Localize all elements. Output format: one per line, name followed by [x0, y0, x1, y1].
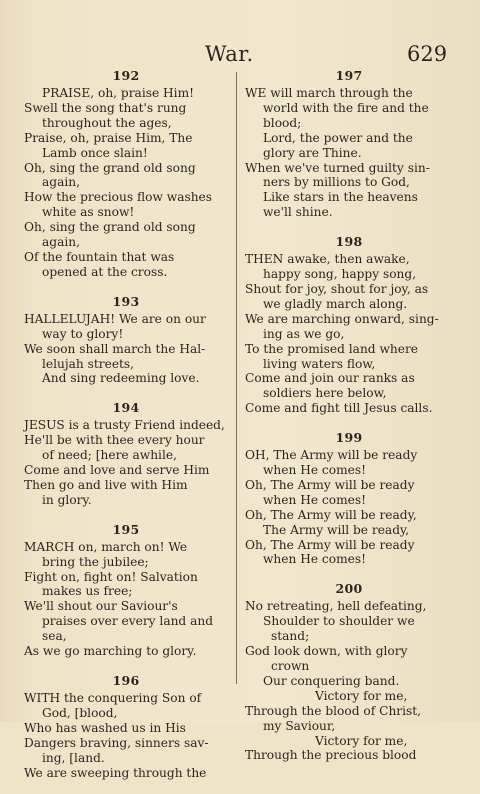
hymn-line: blood;: [263, 115, 302, 130]
hymn-line: in glory.: [42, 492, 92, 507]
hymn-198: [245, 234, 453, 416]
hymn-line: world with the fire and the: [263, 100, 429, 115]
hymn-line: Oh, sing the grand old song: [24, 220, 196, 235]
hymn-number: 197: [335, 68, 363, 83]
hymn-line: Oh, The Army will be ready: [245, 477, 415, 492]
hymn-line: soldiers here below,: [263, 386, 387, 401]
hymn-line: JESUS is a trusty Friend indeed,: [24, 418, 225, 433]
hymn-line: living waters flow,: [263, 356, 376, 371]
hymn-line: Oh, sing the grand old song: [24, 160, 196, 175]
hymn-line: When we've turned guilty sin-: [245, 160, 430, 175]
hymn-line: Then go and live with Him: [24, 477, 188, 492]
hymn-line: Come and join our ranks as: [245, 371, 415, 386]
hymn-line: MARCH on, march on! We: [24, 539, 188, 554]
hymn-line: praises over every land and: [42, 614, 214, 629]
hymn-line: my Saviour,: [263, 718, 336, 733]
hymn-line: Shout for joy, shout for joy, as: [245, 281, 429, 296]
hymn-line: Dangers braving, sinners sav-: [24, 735, 209, 750]
hymn-line: stand;: [271, 629, 310, 644]
hymn-line: Victory for me,: [315, 688, 408, 703]
hymn-line: We soon shall march the Hal-: [24, 341, 206, 356]
hymn-line: opened at the cross.: [42, 264, 168, 279]
hymn-line: HALLELUJAH! We are on our: [24, 311, 206, 326]
hymn-line: lelujah streets,: [42, 356, 135, 371]
hymn-line: As we go marching to glory.: [24, 644, 197, 659]
hymn-line: WITH the conquering Son of: [24, 691, 202, 705]
hymn-line: He'll be with thee every hour: [24, 433, 205, 448]
hymn-line: Oh, The Army will be ready: [245, 537, 415, 552]
hymn-line: glory are Thine.: [263, 145, 362, 160]
hymn-number: 199: [335, 430, 363, 446]
hymn-line: Of the fountain that was: [24, 249, 175, 264]
hymn-line: Swell the song that's rung: [24, 100, 187, 115]
right-column: [245, 68, 453, 777]
hymn-line: We'll shout our Saviour's: [24, 599, 178, 614]
column-divider: [236, 72, 237, 684]
page-number: 629: [407, 42, 448, 66]
hymn-line: How the precious flow washes: [24, 190, 213, 205]
hymn-line: Lamb once slain!: [42, 145, 148, 160]
hymn-line: when He comes!: [263, 552, 367, 567]
hymn-number: 195: [112, 521, 140, 537]
hymn-line: way to glory!: [42, 326, 124, 341]
hymn-line: No retreating, hell defeating,: [245, 599, 427, 614]
hymn-line: To the promised land where: [245, 341, 419, 356]
hymn-number: 196: [112, 673, 140, 688]
hymn-line: when He comes!: [263, 463, 367, 478]
hymn-line: Like stars in the heavens: [263, 190, 418, 205]
hymn-line: OH, The Army will be ready: [245, 448, 418, 463]
hymn-line: Who has washed us in His: [24, 720, 186, 735]
page-title: War.: [205, 42, 254, 66]
hymn-line: THEN awake, then awake,: [245, 252, 410, 267]
hymn-line: WE will march through the: [245, 86, 413, 100]
hymn-199: [245, 430, 453, 567]
hymn-line: Through the precious blood: [245, 748, 417, 763]
hymn-line: bring the jubilee;: [42, 554, 149, 569]
hymn-line: of need; [here awhile,: [42, 448, 177, 463]
hymn-192: [24, 68, 228, 280]
hymn-line: makes us free;: [42, 584, 133, 599]
hymn-line: Our conquering band.: [263, 673, 400, 688]
hymn-line: happy song, happy song,: [263, 267, 417, 282]
hymn-line: when He comes!: [263, 492, 367, 507]
hymn-line: We are marching onward, sing-: [245, 311, 439, 326]
hymn-197: [245, 68, 453, 220]
hymn-195: [24, 522, 228, 659]
left-column: [24, 68, 228, 794]
hymn-line: We are sweeping through the: [24, 765, 207, 780]
hymn-line: Oh, The Army will be ready,: [245, 507, 417, 522]
hymn-line: Come and love and serve Him: [24, 463, 210, 478]
hymn-line: we'll shine.: [263, 205, 333, 220]
hymn-number: 193: [112, 293, 140, 309]
hymn-line: again,: [42, 235, 80, 250]
hymn-line: Praise, oh, praise Him, The: [24, 130, 193, 145]
hymn-line: again,: [42, 175, 80, 190]
hymn-line: Through the blood of Christ,: [245, 703, 422, 718]
hymn-line: white as snow!: [42, 205, 135, 220]
hymn-200: [245, 581, 453, 763]
hymn-line: crown: [271, 659, 310, 673]
hymn-line: God, [blood,: [42, 705, 118, 720]
hymn-line: Lord, the power and the: [263, 130, 413, 145]
hymn-number: 200: [335, 581, 363, 597]
hymn-number: 192: [112, 68, 140, 83]
hymn-number: 198: [335, 234, 363, 250]
hymn-line: ing as we go,: [263, 326, 345, 341]
hymn-line: throughout the ages,: [42, 115, 172, 130]
hymn-line: we gladly march along.: [263, 296, 408, 311]
hymn-line: Fight on, fight on! Salvation: [24, 569, 198, 584]
hymn-line: Come and fight till Jesus calls.: [245, 401, 433, 416]
hymn-193: [24, 294, 228, 387]
hymn-line: The Army will be ready,: [263, 522, 410, 537]
hymn-line: PRAISE, oh, praise Him!: [42, 86, 195, 100]
hymn-line: ners by millions to God,: [263, 175, 410, 190]
hymn-line: Victory for me,: [315, 733, 408, 748]
hymn-196: [24, 673, 228, 780]
hymn-line: And sing redeeming love.: [42, 371, 200, 386]
hymn-line: sea,: [42, 629, 67, 644]
hymn-line: God look down, with glory: [245, 644, 408, 659]
hymn-line: ing, [land.: [42, 750, 105, 765]
hymn-194: [24, 400, 228, 507]
hymn-line: Shoulder to shoulder we: [263, 614, 415, 629]
hymn-number: 194: [112, 400, 140, 416]
